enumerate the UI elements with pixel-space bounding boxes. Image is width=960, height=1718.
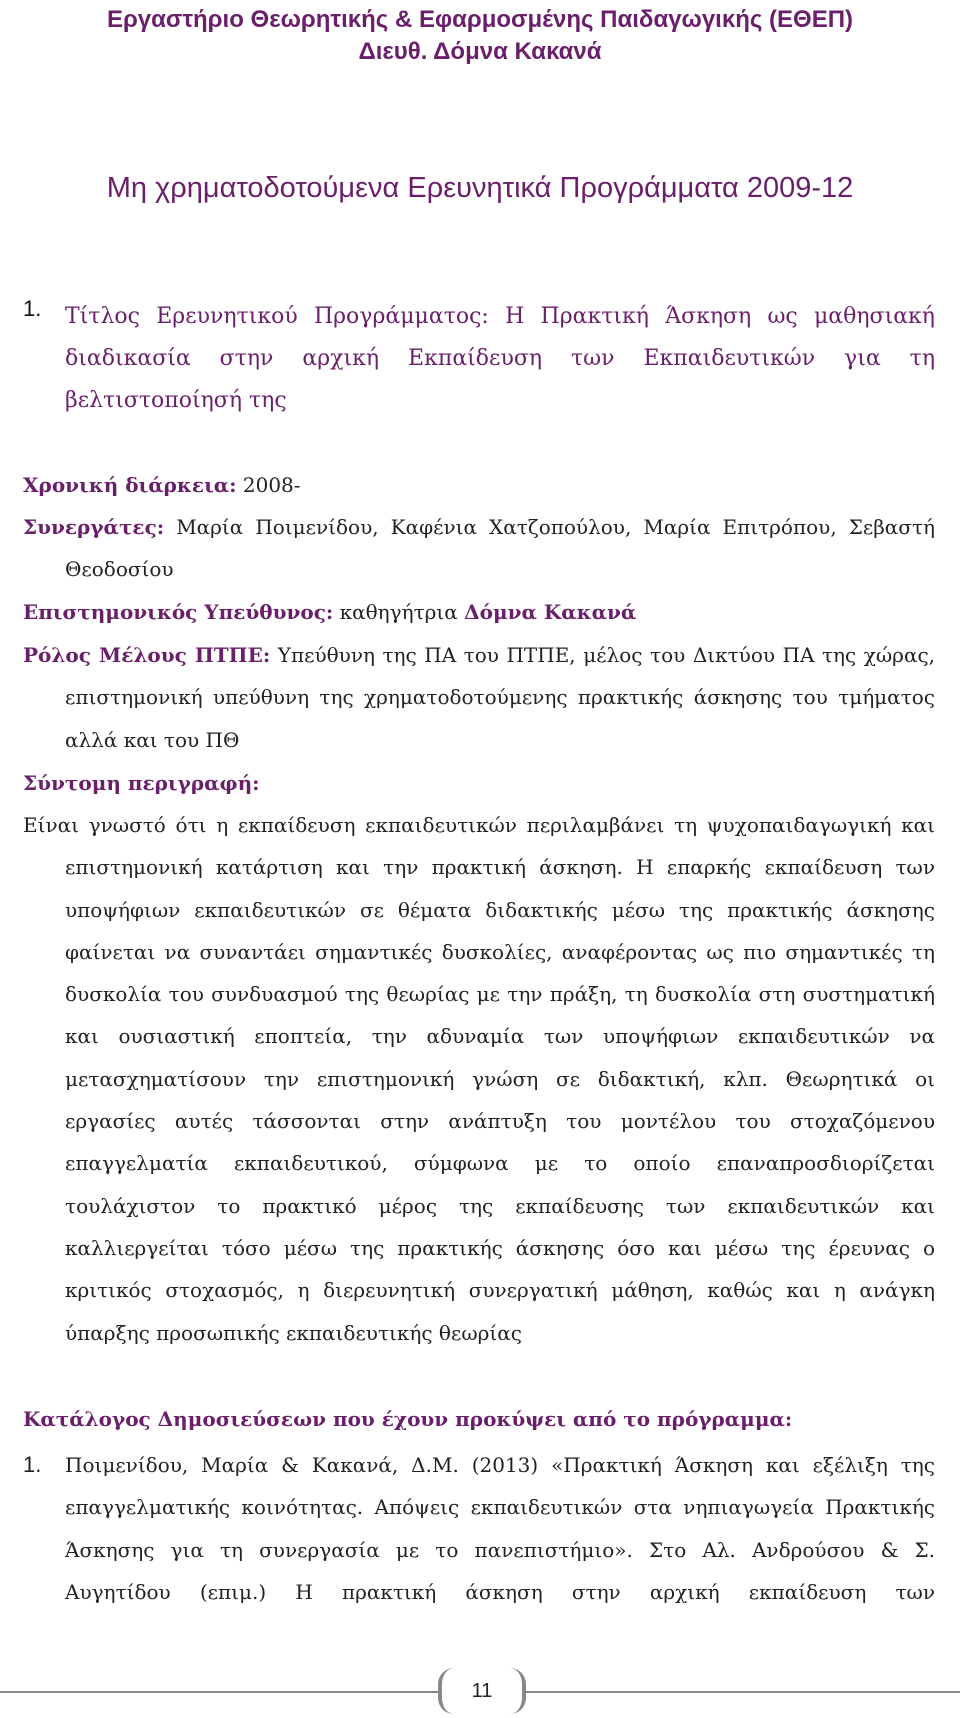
footer-rule-left (0, 1691, 440, 1693)
document-header (0, 0, 960, 68)
project-title-item (23, 296, 935, 422)
footer-rule-right (524, 1691, 960, 1693)
lab-director: Διευθ. Δόμνα Κακανά (358, 38, 602, 65)
page-title: Μη χρηματοδοτούμενα Ερευνητικά Προγράμματα 2009-12 (106, 172, 854, 204)
duration-label: Χρονική διάρκεια: (23, 473, 237, 497)
collaborators-row (23, 506, 935, 591)
publications-heading (23, 1398, 935, 1440)
supervisor-row (23, 591, 935, 633)
collaborators-value: Μαρία Ποιμενίδου, Καφένια Χατζοπούλου, Μαρία Επιτρόπου, Σεβαστή Θεοδοσίου (65, 515, 936, 582)
page-number: 11 (438, 1668, 526, 1714)
publication-text: Ποιμενίδου, Μαρία & Κακανά, Δ.Μ. (2013) «Πρακτική Άσκηση και εξέλιξη της επαγγελματικής κοινότητας. Απόψεις εκπαιδευτικών στα νηπιαγωγεία Πρακτικής Άσκησης για τη συνεργασία με το πανεπιστήμιο». Στο Αλ. Ανδρούσου & Σ. Αυγητίδου (επιμ.) Η πρακτική άσκηση στην αρχική εκπαίδευση των (65, 1453, 935, 1604)
role-label: Ρόλος Μέλους ΠΤΠΕ: (23, 643, 271, 667)
collaborators-label: Συνεργάτες: (23, 515, 165, 539)
publications-label: Κατάλογος Δημοσιεύσεων που έχουν προκύψει από το πρόγραμμα: (23, 1407, 793, 1431)
summary-heading (23, 762, 935, 804)
publication-number: 1. (23, 1452, 42, 1477)
summary-text: Είναι γνωστό ότι η εκπαίδευση εκπαιδευτικών περιλαμβάνει τη ψυχοπαιδαγωγική και επιστημονική κατάρτιση και την πρακτική άσκηση. Η επαρκής εκπαίδευση των υποψήφιων εκπαιδευτικών σε θέματα διδακτικής μέσω της πρακτικής άσκησης φαίνεται να συναντάει σημαντικές δυσκολίες, αναφέροντας ως πιο σημαντικές τη δυσκολία του συνδυασμού της θεωρίας με την πράξη, τη δυσκολία στη συστηματική και ουσιαστική εποπτεία, την αδυναμία των υποψήφιων εκπαιδευτικών να μετασχηματίσουν την επιστημονική γνώση σε διδακτική, κλπ. Θεωρητικά οι εργασίες αυτές τάσσονται στην ανάπτυξη του μοντέλου του στοχαζόμενου επαγγελματία εκπαιδευτικού, σύμφωνα με το οποίο επαναπροσδιορίζεται τουλάχιστον το πρακτικό μέρος της εκπαίδευσης των εκπαιδευτικών και καλλιεργείται τόσο μέσω της πρακτικής άσκησης όσο και μέσω της έρευνας ο κριτικός στοχασμός, η διερευνητική συνεργατική μάθηση, καθώς και η ανάγκη ύπαρξης προσωπικής εκπαιδευτικής θεωρίας (23, 813, 935, 1345)
duration-value: 2008- (242, 473, 301, 497)
project-title-text: Τίτλος Ερευνητικού Προγράμματος: Η Πρακτική Άσκηση ως μαθησιακή διαδικασία στην αρχική Εκπαίδευση των Εκπαιδευτικών για τη βελτιστοποίησή της (65, 304, 935, 413)
supervisor-label: Επιστημονικός Υπεύθυνος: (23, 600, 334, 624)
supervisor-value: καθηγήτρια (339, 600, 458, 624)
role-value: Υπεύθυνη της ΠΑ του ΠΤΠΕ, μέλος του Δικτύου ΠΑ της χώρας, επιστημονική υπεύθυνη της χρηματοδοτούμενης πρακτικής άσκησης του τμήματος αλλά και του ΠΘ (65, 643, 936, 752)
supervisor-name: Δόμνα Κακανά (464, 600, 637, 624)
role-row (23, 634, 935, 761)
duration-row (23, 464, 935, 506)
summary-label: Σύντομη περιγραφή: (23, 771, 260, 795)
lab-name: Εργαστήριο Θεωρητικής & Εφαρμοσμένης Παιδαγωγικής (ΕΘΕΠ) (106, 6, 854, 33)
publication-item (23, 1444, 935, 1613)
item-number: 1. (23, 296, 42, 321)
